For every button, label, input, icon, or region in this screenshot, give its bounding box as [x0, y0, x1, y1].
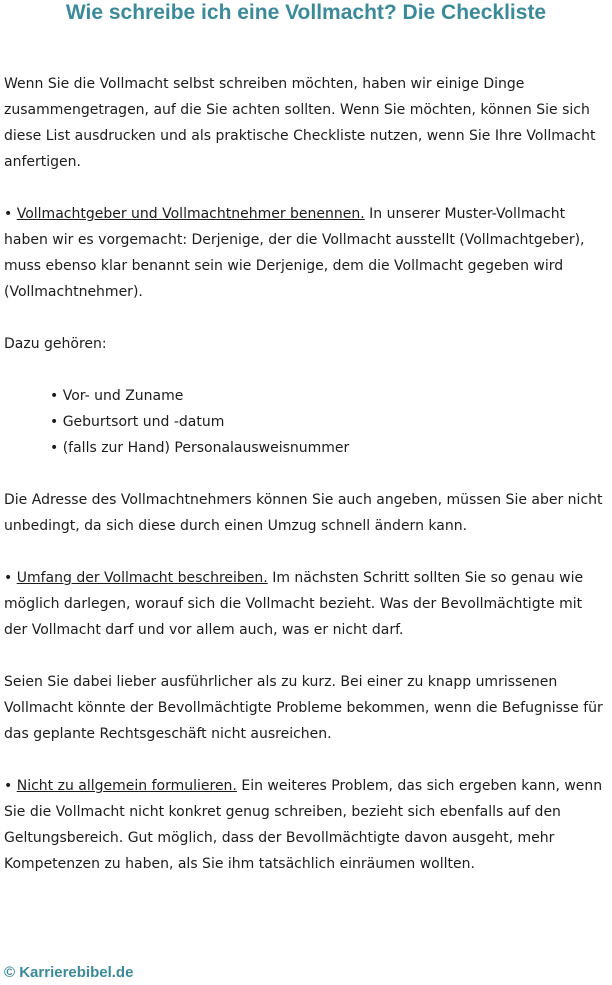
list-item: • Geburtsort und -datum — [50, 414, 225, 430]
bullet: • — [4, 206, 13, 222]
address-note: Die Adresse des Vollmachtnehmers können Sie auch angeben, müssen Sie aber nicht unbedingt, da sich diese durch einen Umzug schnell ändern kann. — [4, 492, 603, 534]
bullet: • — [4, 570, 13, 586]
list-item: • Vor- und Zuname — [50, 388, 184, 404]
section-vollmachtgeber — [4, 201, 608, 305]
list-item: • (falls zur Hand) Personalausweisnummer — [50, 440, 350, 456]
section-text: Ein weiteres Problem, das sich ergeben kann, wenn Sie die Vollmacht nicht konkret genug schreiben, bezieht sich ebenfalls auf den Geltungsbereich. Gut möglich, dass der Bevollmächtigte davon ausgeht, mehr Kompetenzen zu haben, als Sie ihm tatsächlich einräumen wollten. — [4, 778, 603, 872]
section-text: In unserer Muster-Vollmacht haben wir es vorgemacht: Derjenige, der die Vollmacht ausstellt (Vollmachtgeber), muss ebenso klar benannt sein wie Derjenige, dem die Vollmacht gegeben wird (Vollmachtnehmer). — [4, 206, 585, 300]
section-heading: Umfang der Vollmacht beschreiben. — [16, 570, 268, 586]
copyright-footer: © Karrierebibel.de — [4, 964, 134, 981]
section-text: Im nächsten Schritt sollten Sie so genau wie möglich darlegen, worauf sich die Vollmacht bezieht. Was der Bevollmächtigte mit der Vollmacht darf und vor allem auch, was er nicht darf. — [4, 570, 584, 638]
checklist-body — [4, 71, 608, 903]
requirements-list — [4, 383, 608, 461]
detail-paragraph: Seien Sie dabei lieber ausführlicher als zu kurz. Bei einer zu knapp umrissenen Vollmacht könnte der Bevollmächtigte Probleme bekommen, wenn die Befugnisse für das geplante Rechtsgeschäft nicht ausreichen. — [4, 674, 603, 742]
section-heading: Vollmachtgeber und Vollmachtnehmer benennen. — [16, 206, 365, 222]
intro-paragraph: Wenn Sie die Vollmacht selbst schreiben möchten, haben wir einige Dinge zusammengetragen, auf die Sie achten sollten. Wenn Sie möchten, können Sie sich diese List ausdrucken und als praktische Checkliste nutzen, wenn Sie Ihre Vollmacht anfertigen. — [4, 76, 596, 170]
page-title: Wie schreibe ich eine Vollmacht? Die Checkliste — [65, 1, 547, 24]
section-umfang — [4, 565, 608, 643]
bullet: • — [4, 778, 13, 794]
section-heading: Nicht zu allgemein formulieren. — [16, 778, 237, 794]
dazu-label: Dazu gehören: — [4, 336, 107, 352]
section-allgemein — [4, 773, 608, 877]
